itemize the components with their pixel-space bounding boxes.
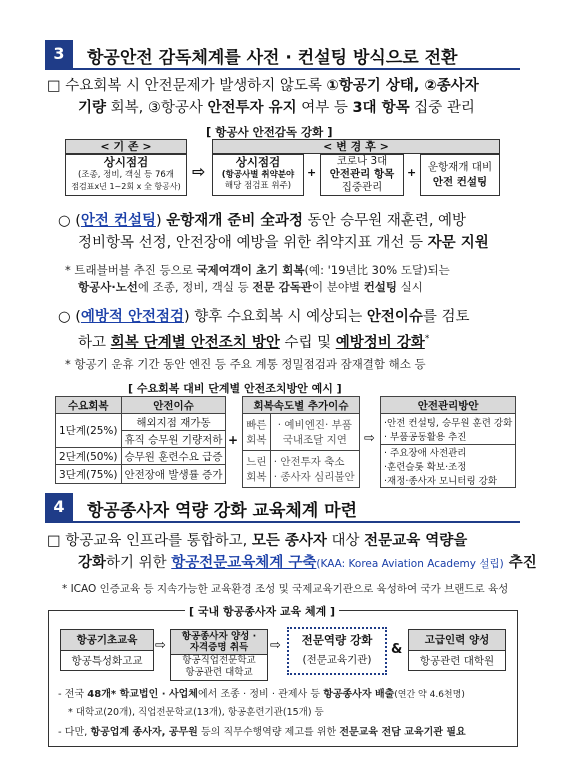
text-bold-underline: 예방정비 강화: [335, 334, 425, 351]
edu-box-basic: [60, 629, 154, 671]
plus-icon: +: [407, 166, 417, 179]
arrow-right-icon: ⇨: [270, 638, 281, 653]
text: - 전국: [58, 689, 88, 700]
sec4-bullet-line1: [47, 530, 467, 552]
section-4-number: 4: [45, 493, 73, 521]
text-bold: 전문교육 역량을: [364, 533, 468, 549]
edu-box-training: [170, 629, 268, 681]
edu-box-body: 항공관련 대학원: [419, 655, 495, 667]
sec3-o2-line2: [78, 328, 429, 354]
table-header: 회복속도별 추가이슈: [243, 397, 360, 414]
section-3-header: [45, 40, 520, 70]
text: 를 검토: [422, 309, 470, 325]
sec3-o2-line1: [58, 306, 469, 328]
table-row: [56, 397, 226, 414]
text: - 다만,: [58, 727, 91, 738]
text: 항공관련 대학교: [185, 667, 253, 678]
text: ·안전 컨설팅, 승무원 훈련 강화: [384, 418, 513, 429]
sec3-note1-line2: [78, 279, 423, 296]
stage-cell: 2단계(50%): [56, 448, 122, 465]
issue-cell: 해외지점 재가동: [121, 414, 226, 431]
text: 등의 직무수행역량 제고를 위한: [197, 727, 340, 738]
edu-box-head: 고급인력 양성: [409, 630, 505, 651]
text: 자격증명 취득: [189, 642, 249, 653]
footnote-mark: *: [424, 334, 430, 344]
after2-line3: 집중관리: [341, 181, 383, 193]
text: ) 향후 수요회복 시 예상되는: [184, 309, 367, 325]
sec4-note: * ICAO 인증교육 등 지속가능한 교육환경 조성 및 국제교육기관으로 육성하여 국가 브랜드로 육성: [62, 583, 509, 595]
after2-line2: 안전관리 항목: [329, 168, 395, 180]
sec3-o1-line1: [58, 210, 466, 232]
edu-box-advanced: [408, 629, 506, 671]
text: 에서 조종 · 정비 · 관제사 등: [197, 689, 324, 700]
after2-line1: 코로나 3대: [336, 155, 388, 167]
after-header: < 변 경 후 >: [212, 139, 500, 154]
stage-cell: 3단계(75%): [56, 465, 122, 484]
after3-line2: 안전 컨설팅: [432, 176, 488, 188]
arrow-right-icon: ⇨: [192, 162, 206, 181]
issue-cell: 안전장애 발생률 증가: [121, 465, 226, 484]
sec3-bullet-line1: [47, 75, 479, 97]
table-row: [381, 397, 516, 414]
text-highlight: 항공전문교육체계 구축: [171, 555, 317, 571]
text: 실시: [397, 280, 423, 294]
edu-box-head: 항공기초교육: [61, 630, 153, 651]
additional-issue-table: [242, 396, 360, 488]
edu-box-body: [171, 655, 267, 679]
text: 이 분야별: [311, 280, 364, 294]
section-3-title: 항공안전 감독체계를 사전 · 컨설팅 방식으로 전환: [87, 48, 458, 68]
text: 정비항목 선정, 안전장애 예방을 위한 취약지표 개선 등: [78, 235, 428, 251]
recovery-stage-table: [55, 396, 226, 484]
section-3-number: 3: [45, 40, 73, 68]
edu-desc-line1: [58, 686, 465, 704]
text: 수립 및: [279, 334, 336, 351]
text: ): [156, 213, 167, 229]
arrow-right-icon: ⇨: [364, 431, 375, 446]
text-bold: 컨설팅: [363, 280, 398, 294]
text: (연간 약 4.6천명): [394, 690, 465, 700]
text-bold: 안전이슈: [366, 309, 423, 325]
before-sub1: (조종, 정비, 객실 등 76개: [77, 170, 175, 180]
ampersand-symbol: &: [391, 642, 403, 657]
after1-sub1: (항공사별 취약분야: [221, 170, 295, 180]
text: 항공종사자 양성 ·: [181, 631, 257, 642]
issue-cell: 휴직 승무원 기량저하: [121, 431, 226, 448]
speed-cell: [243, 414, 271, 451]
diagram2-caption: [ 국내 항공종사자 교육 체계 ]: [185, 603, 339, 619]
text: · 예비엔진· 부품: [277, 419, 352, 431]
text-bold: 추진: [503, 555, 537, 571]
text: 집중 관리: [409, 100, 475, 116]
text: * 트래블버블 추진 등으로: [65, 263, 197, 277]
text-bold: 운항재개 준비 全과정: [166, 213, 303, 229]
text: ○ (: [58, 213, 81, 229]
text: 느린: [246, 456, 267, 468]
after-box-3: [420, 154, 500, 196]
section-4-title: 항공종사자 역량 강화 교육체계 마련: [87, 501, 358, 521]
table-header: 수요회복: [56, 397, 122, 414]
text-bold: 자문 지원: [427, 235, 489, 251]
text-bold: 안전투자 유지: [207, 100, 297, 116]
before-box: [65, 154, 187, 196]
text: 에 조종, 정비, 객실 등: [137, 280, 253, 294]
text: · 부품공동활용 추진: [384, 432, 467, 443]
text-bold: 항공사·노선: [78, 280, 138, 294]
text: · 주요장애 사전관리: [384, 448, 467, 459]
text-blue: (KAA: Korea Aviation Academy 설립): [316, 558, 504, 570]
text: ·재정·종사자 모니터링 강화: [384, 476, 498, 487]
text-highlight: 예방적 안전점검: [80, 309, 185, 325]
issue-cell: 승무원 훈련수요 급증: [121, 448, 226, 465]
after3-line1: 운항재개 대비: [427, 161, 493, 173]
edu-desc-note: * 대학교(20개), 직업전문학교(13개), 항공훈련기관(15개) 등: [68, 707, 324, 718]
edu-box-body: (전문교육기관): [302, 654, 372, 666]
text-bold: 국제여객이 초기 회복: [196, 263, 305, 277]
after-box-1: [212, 154, 304, 196]
before-header: < 기 존 >: [65, 139, 187, 154]
table-header: 안전관리방안: [381, 397, 516, 414]
text: 여부 등: [296, 100, 353, 116]
text: ○ (: [58, 309, 81, 325]
edu-box-head: [171, 630, 267, 655]
sec3-bullet-line2: [78, 97, 475, 119]
arrow-right-icon: ⇨: [155, 638, 166, 653]
text: 대상: [326, 533, 365, 549]
text: 회복: [246, 434, 267, 446]
text: □ 수요회복 시 안전문제가 발생하지 않도록: [47, 78, 327, 94]
after-box-2: [320, 154, 404, 196]
text: 회복: [246, 471, 267, 483]
sec3-note1-line1: [65, 262, 450, 279]
text: 동안 승무원 재훈련, 예방: [302, 213, 467, 229]
text: (예: '19년比 30% 도달)되는: [304, 263, 450, 277]
text-bold: 항공종사자 배출: [323, 689, 395, 700]
issue-cell: [270, 451, 359, 488]
measure-cell: [381, 414, 516, 445]
table-row: [56, 465, 226, 484]
text: · 종사자 심리불안: [273, 471, 355, 483]
text: □ 항공교육 인프라를 통합하고,: [47, 533, 252, 549]
diagram1-caption: [ 항공사 안전감독 강화 ]: [206, 125, 333, 139]
table-row: [243, 451, 360, 488]
table-header: 안전이슈: [121, 397, 226, 414]
text-bold: 기량: [78, 100, 107, 116]
edu-box-head: 전문역량 강화: [301, 633, 373, 647]
table-row: [381, 414, 516, 445]
plus-icon: +: [307, 166, 317, 179]
sec3-note2: * 항공기 운휴 기간 동안 엔진 등 주요 계통 정밀점검과 잠재결함 해소 등: [65, 357, 426, 371]
plus-icon: +: [228, 433, 239, 447]
text: 빠른: [246, 419, 267, 431]
text-bold: 전문교육 전담 교육기관 필요: [339, 727, 466, 738]
text-bold: 전문 감독관: [252, 280, 312, 294]
text: ·훈련슬롯 확보·조정: [384, 462, 467, 473]
text: · 안전투자 축소: [273, 456, 345, 468]
safety-measure-table: [380, 396, 516, 488]
sec4-bullet-line2: [78, 552, 537, 575]
after1-title: 상시점검: [235, 155, 281, 169]
text-bold: 48개* 학교법인 · 사업체: [87, 689, 198, 700]
text: 하고: [78, 334, 111, 351]
issue-cell: [270, 414, 359, 451]
speed-cell: [243, 451, 271, 488]
section-4-header: [45, 493, 520, 523]
text: 하기 위한: [106, 555, 172, 571]
after1-sub2: 해당 점검표 위주): [224, 181, 292, 191]
text-bold: 항공업계 종사자, 공무원: [90, 727, 198, 738]
edu-box-expert: [287, 627, 387, 675]
text-highlight: 안전 컨설팅: [80, 213, 157, 229]
before-title: 상시점검: [103, 155, 149, 169]
table-row: [56, 414, 226, 431]
text-bold: 3대 항목: [352, 100, 410, 116]
text: 국내조달 지연: [282, 434, 347, 446]
table-row: [381, 445, 516, 488]
text-bold: 모든 종사자: [251, 533, 327, 549]
text: 회복, ③항공사: [106, 100, 208, 116]
measure-cell: [381, 445, 516, 488]
sec3-o1-line2: [78, 232, 489, 254]
edu-desc-line2: [58, 724, 466, 741]
table-row: [56, 448, 226, 465]
text-bold: 강화: [78, 555, 107, 571]
text-bold-underline: 회복 단계별 안전조치 방안: [110, 334, 280, 351]
edu-box-body: 항공특성화고교: [71, 655, 143, 667]
table-row: [243, 414, 360, 451]
before-sub2: 점검표x년 1~2회 x 全 항공사): [71, 182, 181, 191]
text: 항공직업전문학교: [182, 655, 256, 666]
table-caption: [ 수요회복 대비 단계별 안전조치방안 예시 ]: [128, 382, 342, 395]
table-row: [243, 397, 360, 414]
text-bold: ①항공기 상태, ②종사자: [326, 78, 479, 94]
stage-cell: 1단계(25%): [56, 414, 122, 448]
